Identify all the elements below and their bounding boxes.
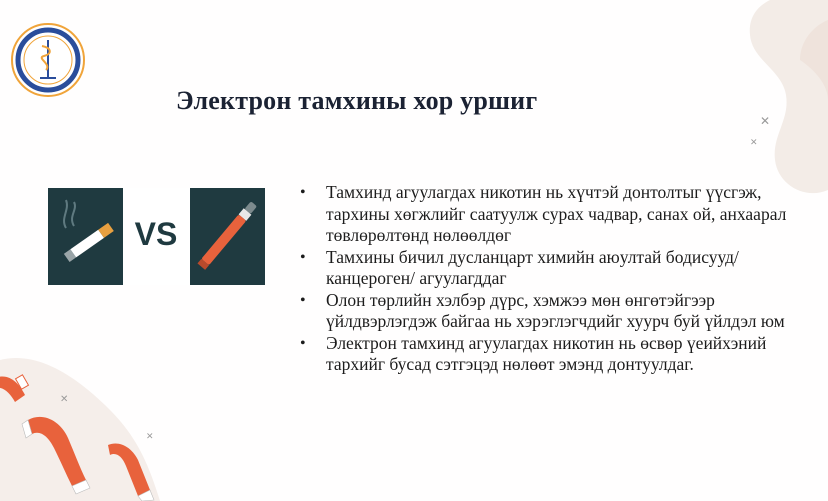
- cross-decoration: ✕: [146, 432, 154, 442]
- cross-decoration: ✕: [760, 114, 771, 128]
- bullet-list: [300, 182, 820, 376]
- vs-label: VS: [134, 216, 178, 252]
- ecigarette-panel: [190, 188, 265, 285]
- bullet-item: • Олон төрлийн хэлбэр дүрс, хэмжээ мөн өнгөтэйгээр үйлдвэрлэгдэж байгаа нь хэрэглэгчдийг хуурч буй үйлдэл юм: [300, 290, 820, 333]
- cigarette-icon: [48, 188, 123, 285]
- bullet-item: • Электрон тамхинд агуулагдах никотин нь өсвөр үеийхэний тархийг бусад сэтгэцэд нөлөөт эмэнд донтуулдаг.: [300, 333, 820, 376]
- bullet-item: • Тамхины бичил дусланцарт химийн аюултай бодисууд/ канцероген/ агуулагддаг: [300, 247, 820, 290]
- slide-title: Электрон тамхины хор уршиг: [176, 86, 538, 115]
- bullet-item: • Тамхинд агуулагдах никотин нь хүчтэй донтолтыг үүсгэж, тархины хөгжлийг саатуулж сурах чадвар, санах ой, анхаарал төвлөрөлтөнд нөлөөлдөг: [300, 182, 820, 247]
- vs-illustration: [48, 188, 265, 285]
- cross-decoration: ✕: [750, 138, 758, 148]
- cross-decoration: ✕: [60, 394, 69, 405]
- ecigarette-icon: [190, 188, 265, 285]
- cigarette-panel: [48, 188, 123, 285]
- university-logo: [6, 20, 90, 100]
